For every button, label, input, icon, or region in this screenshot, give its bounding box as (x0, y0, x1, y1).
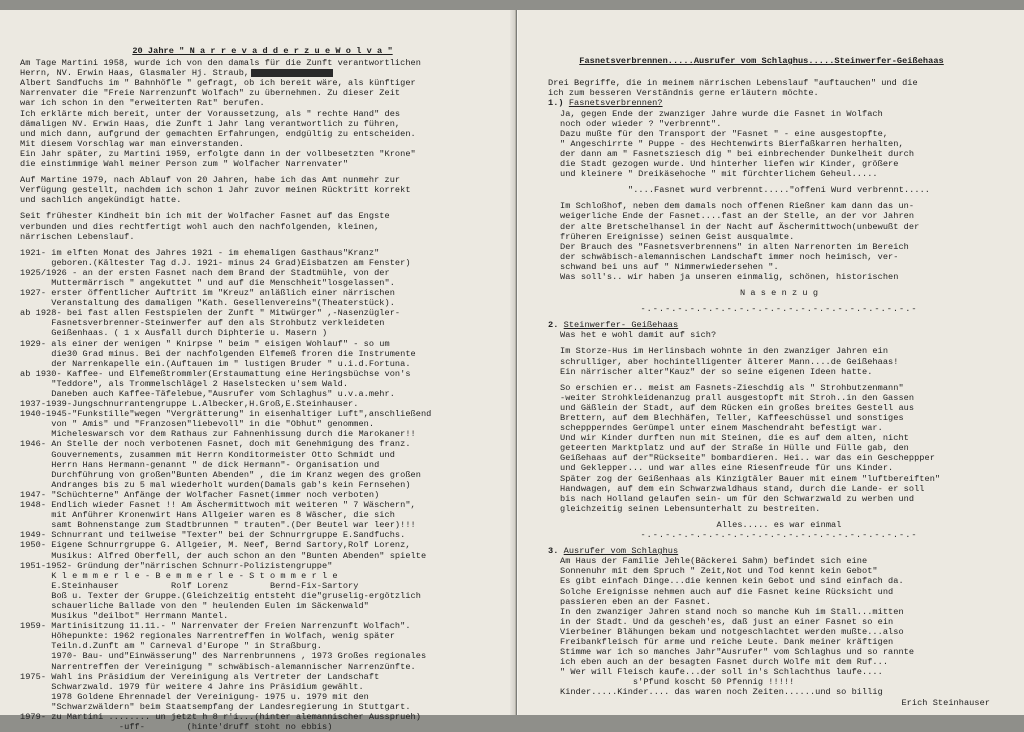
text-line: in der Stadt. Und da gescheh'es, daß just an einer Fasnet so ein (560, 616, 894, 627)
text-line: Verfügung gestellt, nachdem ich schon 1 Jahr zuvor meinen Rücktritt korrekt (20, 185, 411, 196)
text-line: scheppperndes Gerümpel unter einem Maschendraht befestigt war. (560, 423, 883, 434)
chronicle-line: Boß u. Texter der Gruppe.(Gleichzeitig entsteht die"gruselig-ergötzlich (20, 590, 421, 601)
chronicle-line: 1927- erster öffentlicher Auftritt im "Kreuz" anläßlich einer närrischen (20, 288, 395, 299)
text-line: närrischen Lebenslauf. (20, 231, 135, 242)
text-line: Albert Sandfuchs im " Bahnhöfle " gefragt, ob ich bereit wäre, als künftiger (20, 78, 416, 89)
chronicle-line: Höhepunkte: 1962 regionales Narrentreffen in Wolfach, wenig später (20, 631, 395, 642)
chronicle-line: "Schwarzwäldern" beim Staatsempfang der Landesregierung in Stuttgart. (20, 701, 411, 712)
chronicle-line: 1959- Martinisitzung 11.11.- " Narrenvater der Freien Narrenzunft Wolfach". (20, 621, 411, 632)
chronicle-line: 1970- Bau- und"Einwässerung" des Narrenbrunnens , 1973 Großes regionales (20, 651, 427, 662)
section-2-title: Steinwerfer- Geißehaas (563, 320, 679, 331)
text-line: Im Storze-Hus im Herlinsbach wohnte in den zwanziger Jahren ein (560, 346, 889, 357)
chronicle-line: Schwarzwald. 1979 für weitere 4 Jahre ins Präsidium gewählt. (20, 681, 364, 692)
text-line: Ja, gegen Ende der zwanziger Jahre wurde die Fasnet in Wolfach (560, 108, 883, 119)
chronicle-line: Fasnetsverbrenner-Steinwerfer auf den als Strohbutz verkleideten (20, 318, 385, 329)
text-line: der alte Bretschelhansel in der Nacht auf Äschermittwoch(unbewußt der (560, 221, 920, 232)
chronicle-line: Veranstaltung des damaligen "Kath. Gesellenvereins"(Theaterstück). (20, 298, 395, 309)
right-page-title (548, 46, 1010, 76)
chronicle-line: Musikus "deilbot" Herrmann Mantel. (20, 611, 229, 622)
chronicle-line: 1975- Wahl ins Präsidium der Vereinigung als Vertreter der Landschaft (20, 671, 380, 682)
text-line: Stimme war ich so manches Jahr"Ausrufer" vom Schlaghus und so rannte (560, 647, 915, 658)
title-part-ausrufer: Ausrufer vom Schlaghus (693, 56, 809, 67)
section-2-subtitle: Was het e wohl damit auf sich? (560, 330, 717, 341)
section-divider: -.-.-.-.-.-.-.-.-.-.-.-.-.-.-.-.-.-.-.-.-.-.- (640, 304, 918, 315)
text-line: war ich schon in den "erweiterten Rat" berufen. (20, 98, 265, 109)
chronicle-line: 1921- im elften Monat des Jahres 1921 - im ehemaligen Gasthaus"Kranz" (20, 247, 380, 258)
text-line: Handwagen, auf dem ein Schwarzwaldhaus stand, durch die Lande- er soll (560, 483, 925, 494)
text-line: s'Pfund koscht 50 Pfennig !!!!! (560, 677, 795, 688)
text-line: die einstimmige Wahl meiner Person zum " Wolfacher Narrenvater" (20, 159, 349, 170)
text-line: Geißehaas auf der"Rückseite" bombardieren. Hei.. war das ein Gescheppper (560, 453, 935, 464)
text-line: Der Brauch des "Fasnetsverbrennens" in alten Narrenorten im Bereich (560, 241, 909, 252)
text-line: schrulliger, aber hochintelligenter älterer Mann....de Geißehaas! (560, 356, 899, 367)
resignation-paragraph (20, 175, 505, 205)
chronicle-line: mit Anführer Kronenwirt Hans Allgeier waren es 8 Wäscher, die sich (20, 510, 395, 521)
text-line: früheren Ereignisse) seinen Geist ausqualmte. (560, 231, 795, 242)
text-line: ich zum besseren Verständnis gerne erläutern möchte. (548, 88, 819, 99)
section-2-number: 2. (548, 320, 559, 331)
chronicle-line: der Narrenkapelle ein.(Auftauen im " lustigen Bruder " u.i.d.Fortuna. (20, 358, 411, 369)
title-part-steinwerfer: .....Steinwerfer-Geißehaas (808, 56, 944, 67)
text-line: Ein närrischer alter"Kauz" der so seine eigenen Ideen hatte. (560, 366, 873, 377)
text-line: Später zog der Geißenhaas als Kinzigtäler Bauer mit einem "luftbereiften" (560, 473, 941, 484)
chronicle-line: geboren.(Kältester Tag d.J. 1921- minus 24 Grad)Eisbatzen am Fenster) (20, 257, 411, 268)
section-3-number: 3. (548, 546, 559, 557)
chronicle-line: Andranges bis zu 5 mal wiederholt wurden(Damals gab's kein Fernsehen) (20, 479, 411, 490)
chronicle-line: Musikus: Alfred Oberfell, der auch schon an den "Bunten Abenden" spielte (20, 550, 427, 561)
chronicle-line: 1925/1926 - an der ersten Fasnet nach dem Brand der Stadtmühle, von der (20, 267, 390, 278)
chronicle-line: 1940-1945-"Funkstille"wegen "Vergrätterung" in eisenhaltiger Luft",anschließend (20, 409, 432, 420)
text-line: Narrenvater die "Freie Narrenzunft Wolfach" zu übernehmen. Zu dieser Zeit (20, 88, 401, 99)
text-line: ich eben auch an der besagten Fasnet durch Wolfe mit dem Ruf... (560, 657, 889, 668)
text-line: bis nach Holland gelaufen sein- um für den Schwarzwald zu werben und (560, 493, 915, 504)
text-line: der schwäbisch-alemannischen Landschaft immer noch heimisch, ver- (560, 251, 899, 262)
chronicle-line: Muttermärrisch " angekuttet " und auf die Menschheit"losgelassen". (20, 277, 395, 288)
text-line: Es gibt einfach Dinge...die kennen kein Gebot und sind einfach da. (560, 576, 904, 587)
chronicle-line: Teiln.d.Zunft am " Carneval d'Europe " in Straßburg. (20, 641, 323, 652)
chronicle-line: von " Amis" und "Franzosen"liebevoll" in die "Obhut" genommen. (20, 419, 375, 430)
text-line: Drei Begriffe, die in meinem närrischen Lebenslauf "auftauchen" und die (548, 78, 918, 89)
section-3-title: Ausrufer vom Schlaghus (563, 546, 679, 557)
text-line: " Wer will Fleisch kaufe...der soll in's Schlachthus laufe.... (560, 667, 883, 678)
text-line: und sachlich angekündigt hatte. (20, 195, 182, 206)
section-2-end: Alles..... es war einmal (716, 519, 842, 530)
section-1-title: Fasnetsverbrennen? (568, 98, 663, 109)
chronicle-line: K l e m m e r l e - B e m m e r l e - S t o m m e r l e (20, 570, 338, 581)
text-line: -weiter Strohkleidenanzug prall ausgestopft mit Stroh..in den Gassen (560, 392, 915, 403)
text-line: Und wir Kinder durften nun mit Steinen, die es auf dem alten, nicht (560, 433, 909, 444)
text-line: und Gäßlein der Stadt, auf dem Rücken ein großes breites Gestell aus (560, 402, 915, 413)
section-1-body-2 (548, 201, 1010, 282)
text-line: schwand bei uns auf " Nimmerwiedersehen ". (560, 261, 779, 272)
chronicle-line: Durchführung von großen"Bunten Abenden" , die im Kranz wegen des großen (20, 469, 421, 480)
text-line: passieren eben an der Fasnet. (560, 596, 712, 607)
chronicle-line: 1949- Schnurrant und teilweise "Texter" bei der Schnurrgruppe E.Sandfuchs. (20, 530, 406, 541)
text-line: Was soll's.. wir haben ja unseren einmalig, schönen, historischen (560, 271, 899, 282)
chronicle-line: Daneben auch Kaffee-Täfelebue,"Ausrufer vom Schlaghus" u.v.a.mehr. (20, 389, 395, 399)
chronicle-line: Herrn Hans Hermann-genannt " de dick Hermann"- Organisation und (20, 459, 380, 470)
text-line: und Geklepper... und war alles eine Riesenfreude für uns Kinder. (560, 463, 894, 474)
chronicle-line: Geißenhaas. ( 1 x Ausfall durch Diphterie u. Masern ) (20, 328, 328, 339)
text-line: und kleinere " Dreikäsehoche " mit fürchterlichem Geheul..... (560, 169, 878, 180)
chronicle-line: "Teddore", als Trommelschlägel 2 Haselstecken u'sem Wald. (20, 378, 349, 389)
text-line: Am Tage Martini 1958, wurde ich von den damals für die Zunft verantwortlichen (20, 58, 421, 69)
signature: Erich Steinhauser (901, 697, 990, 708)
left-page-title: 20 Jahre " N a r r e v a d d e r z u e W o l v a " (132, 46, 393, 56)
chronicle-line: E.Steinhauser Rolf Lorenz Bernd-Fix-Sartory (20, 580, 359, 591)
text-line: Im Schloßhof, neben dem damals noch offenen Rießner kam dann das un- (560, 201, 915, 212)
text-line: Sonnenuhr mit dem Spruch " Zeit,Not und Tod kennt kein Gebot" (560, 566, 878, 577)
text-line: Am Haus der Familie Jehle(Bäckerei Sahm) befindet sich eine (560, 556, 868, 567)
intro-paragraph (20, 58, 505, 169)
text-line: Dazu mußte für den Transport der "Fasnet " - eine ausgestopfte, (560, 128, 889, 139)
section-3-body (548, 556, 1010, 697)
text-line: gleichzeitig seinen Lebensunterhalt zu bestreiten. (560, 503, 821, 514)
text-line: Freibankfleisch für arme und reiche Leute. Dank meiner kräftigen (560, 636, 894, 647)
chronicle-line: die30 Grad minus. Bei der nachfolgenden Elfemeß froren die Instrumente (20, 348, 416, 359)
chronicle-line: 1979- zu Martini ........ un jetzt h 8 r'i...(hinter alemannischer Aussprueh) (20, 712, 421, 722)
chronicle-line: -uff- (hinte'druff stoht no ebbis) (20, 722, 333, 732)
section-2-body (548, 346, 1010, 376)
text-line: Seit frühester Kindheit bin ich mit der Wolfacher Fasnet auf das Engste (20, 211, 390, 222)
chronicle-line: 1947- "Schüchterne" Anfänge der Wolfacher Fasnet(immer noch verboten) (20, 489, 380, 500)
right-intro (548, 78, 1010, 98)
text-line: geteerten Marktplatz und auf der Straße in Hülle und Fülle gab, den (560, 443, 909, 454)
redaction-bar (251, 69, 333, 77)
right-page (517, 10, 1024, 715)
text-line: Vierbeiner Blähungen bekam und notgeschlachtet werden mußte...also (560, 626, 904, 637)
text-line: dämaligen NV. Erwin Haas, die Zunft 1 Jahr lang verantwortlich zu führen, (20, 118, 401, 129)
chronicle-line: 1950- Eigene Schnurrgruppe G. Allgeier, M. Neef, Bernd Sartory,Rolf Lorenz, (20, 540, 411, 551)
text-line: Auf Martine 1979, nach Ablauf von 20 Jahren, habe ich das Amt nunmehr zur (20, 175, 401, 186)
section-1-heading (548, 98, 1010, 108)
chronicle-list (20, 248, 505, 732)
section-2-body-2 (548, 383, 1010, 514)
section-1-end: N a s e n z u g (739, 288, 819, 299)
text-line: In den zwanziger Jahren stand noch so manche Kuh im Stall...mitten (560, 606, 904, 617)
chronicle-line: Gouvernements, zusammen mit Herrn Konditormeister Otto Schmidt und (20, 449, 395, 460)
text-line: Brettern, auf dem Blechhäfen, Teller, Kaffeeschüssel und sonstiges (560, 413, 904, 423)
chronicle-line: samt Bohnenstange zum Stadtbrunnen " trauten".(Der Beutel war leer)!!! (20, 520, 416, 531)
text-line: Ein Jahr später, zu Martini 1959, erfolgte dann in der vollbesetzten "Krone" (20, 148, 416, 159)
text-line: verbunden und dies rechtfertigt wohl auch den nachfolgenden, kleinen, (20, 221, 380, 232)
left-page (0, 10, 516, 732)
text-line: der dann am " Fasnetsziesch dig " bei einbrechender Dunkelheit durch (560, 148, 915, 159)
text-line: Ich erklärte mich bereit, unter der Voraussetzung, als " rechte Hand" des (20, 108, 401, 119)
section-divider-2: -.-.-.-.-.-.-.-.-.-.-.-.-.-.-.-.-.-.-.-.-.-.- (640, 530, 918, 541)
chronicle-line: ab 1930- Kaffee- und Elfemeßtrommler(Erstaumattung eine Heringsbüchse von's (20, 368, 411, 379)
chronicle-line: 1937-1939-Jungschnurrantengruppe L.Albecker,H.Groß,E.Steinhauser. (20, 399, 359, 410)
text-line: und mich dann, aufgrund der gemachten Erfahrungen, endgültig zu entscheiden. (20, 128, 416, 139)
chronicle-line: 1948- Endlich wieder Fasnet !! Am Äschermittwoch mit weiteren " 7 Wäschern", (20, 500, 416, 511)
section-1-number: 1.) (548, 98, 564, 109)
text-line: die Stadt gezogen wurde. Und hinterher liefen wir Kinder, größere (560, 159, 899, 170)
text-line: Mit diesem Vorschlag war man einverstanden. (20, 138, 244, 149)
section-1-body (548, 109, 1010, 180)
chronicle-line: Narrentreffen der Vereinigung " schwäbisch-alemannischer Narrenzünfte. (20, 661, 416, 672)
chronicle-line: schauerliche Ballade von den " heulenden Eulen im Säckenwald" (20, 600, 369, 611)
text-line: weigerliche Ende der Fasnet....fast an der Stelle, an der vor Jahren (560, 211, 915, 222)
chronicle-line: Micheleswarsch vor dem Rathaus zur Fahnenhissung durch die Marokaner!! (20, 429, 416, 440)
chronicle-line: 1951-1952- Gründung der"närrischen Schnurr-Polizistengruppe" (20, 560, 333, 571)
title-part-fasnetsverbrennen: Fasnetsverbrennen..... (579, 56, 694, 67)
text-line: " Angeschirrte " Puppe - des Hechtenwirts Bierfaßkarren herhalten, (560, 138, 904, 149)
text-line: Kinder.....Kinder.... das waren noch Zeiten......und so billig (560, 687, 883, 698)
text-line: Solche Ereignisse nehmen auch auf die Fasnet keine Rücksicht und (560, 586, 894, 597)
childhood-paragraph (20, 211, 505, 241)
section-2-heading (548, 320, 1010, 330)
chronicle-line: 1978 Goldene Ehrennadel der Vereinigung- 1975 u. 1979 mit den (20, 691, 369, 702)
chronicle-line: 1946- An Stelle der noch verbotenen Fasnet, doch mit Genehmigung des franz. (20, 439, 411, 450)
section-1-quote: "....Fasnet wurd verbrennt....."offeni Wurd verbrennt..... (627, 185, 930, 196)
chronicle-line: 1929- als einer der wenigen " Knirpse " beim " eisigen Wohlauf" - so um (20, 338, 390, 349)
chronicle-line: ab 1928- bei fast allen Festspielen der Zunft " Mitwürger" ,-Nasenzügler- (20, 308, 401, 319)
text-line: So erschien er.. meist am Fasnets-Zieschdig als " Strohbutzenmann" (560, 382, 904, 393)
section-3-heading (548, 546, 1010, 556)
text-line: Herrn, NV. Erwin Haas, Glasmaler Hj. Straub, (20, 68, 505, 78)
text-line: noch oder wieder ? "verbrennt". (560, 118, 722, 129)
